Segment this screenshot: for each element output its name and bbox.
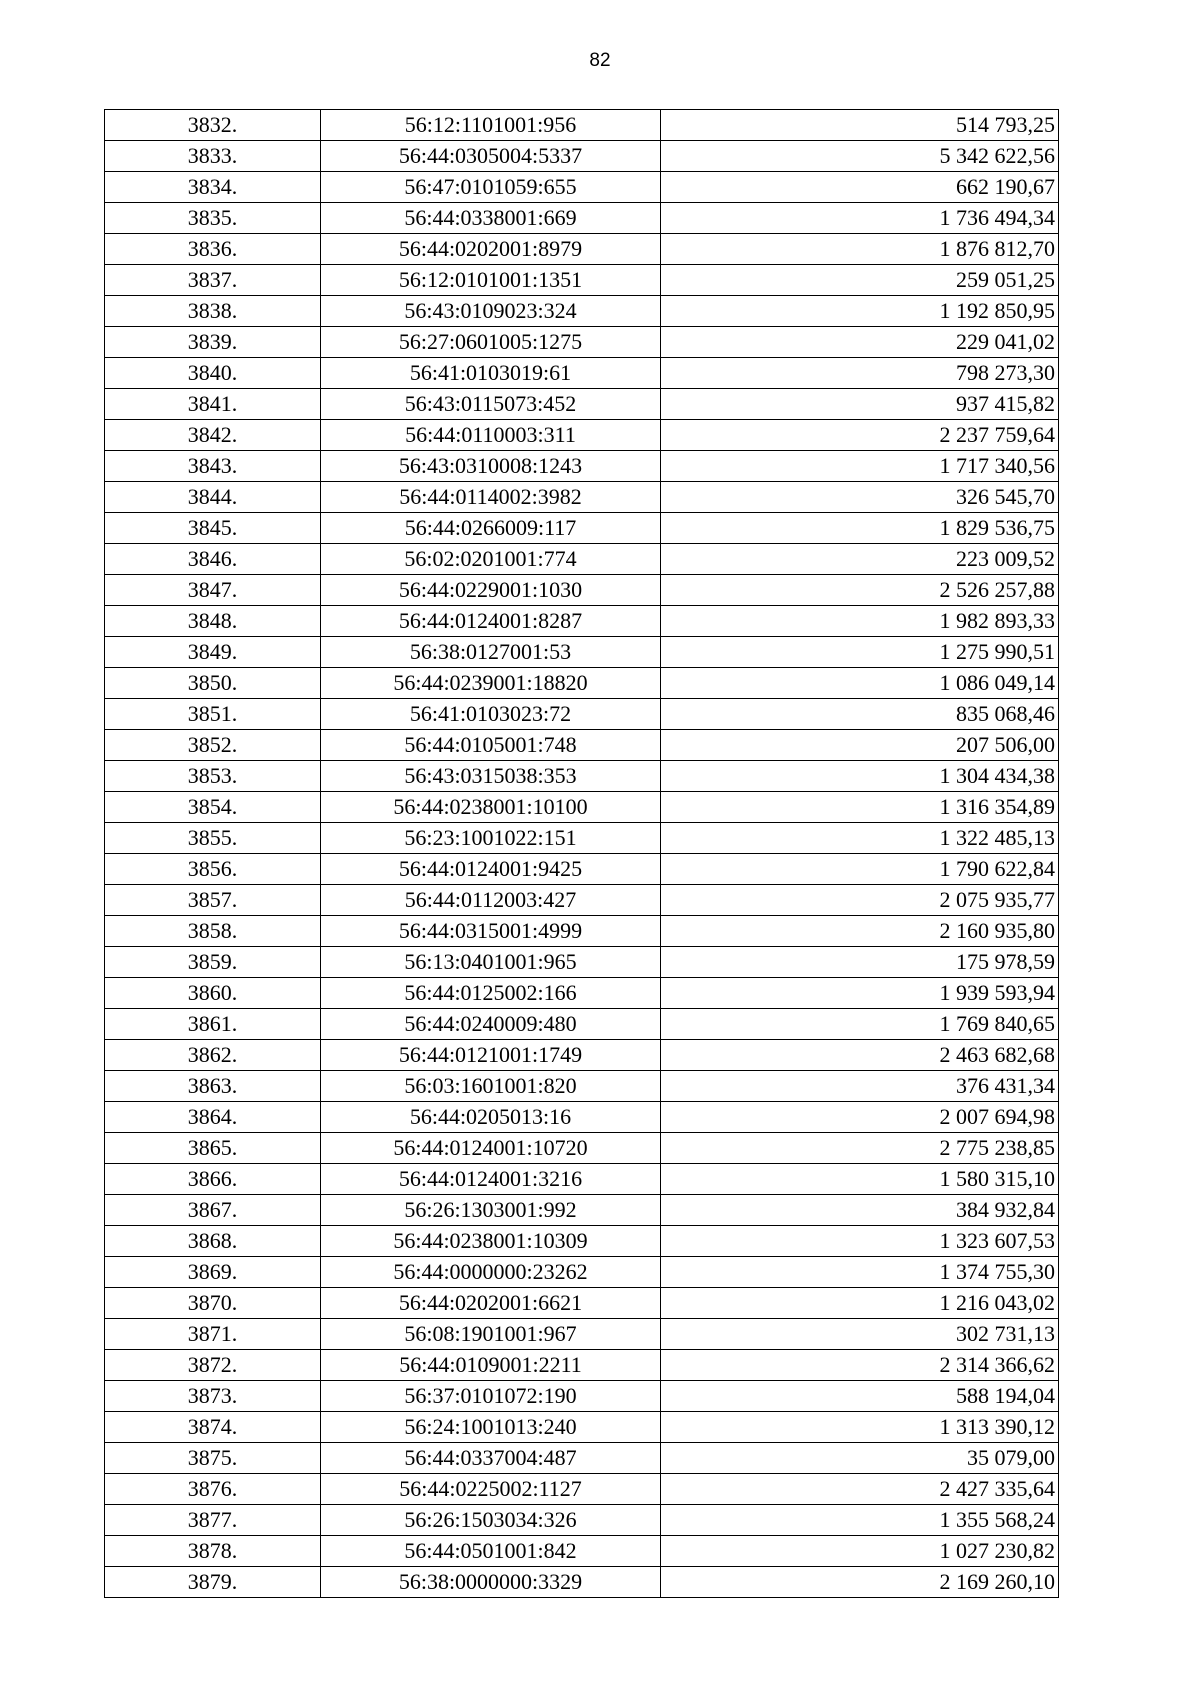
cadastral-number-cell: 56:43:0315038:353 <box>321 761 661 792</box>
cadastral-number-cell: 56:44:0124001:3216 <box>321 1164 661 1195</box>
row-number-cell: 3862. <box>105 1040 321 1071</box>
table-row <box>105 1319 1059 1350</box>
table-row <box>105 606 1059 637</box>
cadastral-number-cell: 56:44:0205013:16 <box>321 1102 661 1133</box>
cadastral-number-cell: 56:44:0225002:1127 <box>321 1474 661 1505</box>
row-number-cell: 3867. <box>105 1195 321 1226</box>
row-number-cell: 3838. <box>105 296 321 327</box>
table-row <box>105 1071 1059 1102</box>
table-row <box>105 544 1059 575</box>
row-number-cell: 3858. <box>105 916 321 947</box>
cadastral-value-cell: 1 790 622,84 <box>661 854 1059 885</box>
cadastral-number-cell: 56:37:0101072:190 <box>321 1381 661 1412</box>
cadastral-value-cell: 1 876 812,70 <box>661 234 1059 265</box>
cadastral-value-cell: 2 169 260,10 <box>661 1567 1059 1598</box>
cadastral-number-cell: 56:38:0127001:53 <box>321 637 661 668</box>
table-row <box>105 327 1059 358</box>
table-row <box>105 854 1059 885</box>
table-row <box>105 265 1059 296</box>
cadastral-number-cell: 56:44:0202001:6621 <box>321 1288 661 1319</box>
row-number-cell: 3852. <box>105 730 321 761</box>
row-number-cell: 3877. <box>105 1505 321 1536</box>
table-row <box>105 916 1059 947</box>
cadastral-value-cell: 1 275 990,51 <box>661 637 1059 668</box>
cadastral-number-cell: 56:26:1303001:992 <box>321 1195 661 1226</box>
cadastral-value-cell: 1 736 494,34 <box>661 203 1059 234</box>
cadastral-number-cell: 56:47:0101059:655 <box>321 172 661 203</box>
table-row <box>105 947 1059 978</box>
cadastral-value-cell: 1 304 434,38 <box>661 761 1059 792</box>
row-number-cell: 3860. <box>105 978 321 1009</box>
table-row <box>105 1164 1059 1195</box>
table-row <box>105 389 1059 420</box>
row-number-cell: 3864. <box>105 1102 321 1133</box>
cadastral-number-cell: 56:44:0240009:480 <box>321 1009 661 1040</box>
table-row <box>105 730 1059 761</box>
row-number-cell: 3878. <box>105 1536 321 1567</box>
cadastral-value-cell: 588 194,04 <box>661 1381 1059 1412</box>
cadastral-number-cell: 56:43:0310008:1243 <box>321 451 661 482</box>
cadastral-value-cell: 326 545,70 <box>661 482 1059 513</box>
row-number-cell: 3876. <box>105 1474 321 1505</box>
row-number-cell: 3834. <box>105 172 321 203</box>
row-number-cell: 3863. <box>105 1071 321 1102</box>
row-number-cell: 3870. <box>105 1288 321 1319</box>
row-number-cell: 3866. <box>105 1164 321 1195</box>
row-number-cell: 3839. <box>105 327 321 358</box>
cadastral-number-cell: 56:03:1601001:820 <box>321 1071 661 1102</box>
table-row <box>105 575 1059 606</box>
table-row <box>105 792 1059 823</box>
row-number-cell: 3849. <box>105 637 321 668</box>
row-number-cell: 3874. <box>105 1412 321 1443</box>
cadastral-value-cell: 937 415,82 <box>661 389 1059 420</box>
cadastral-value-cell: 1 769 840,65 <box>661 1009 1059 1040</box>
cadastral-value-cell: 1 216 043,02 <box>661 1288 1059 1319</box>
cadastral-number-cell: 56:23:1001022:151 <box>321 823 661 854</box>
cadastral-value-cell: 175 978,59 <box>661 947 1059 978</box>
table-row <box>105 1288 1059 1319</box>
cadastral-number-cell: 56:44:0238001:10100 <box>321 792 661 823</box>
cadastral-number-cell: 56:44:0000000:23262 <box>321 1257 661 1288</box>
cadastral-value-cell: 798 273,30 <box>661 358 1059 389</box>
cadastral-number-cell: 56:41:0103019:61 <box>321 358 661 389</box>
cadastral-number-cell: 56:44:0105001:748 <box>321 730 661 761</box>
cadastral-value-cell: 2 526 257,88 <box>661 575 1059 606</box>
cadastral-value-cell: 2 160 935,80 <box>661 916 1059 947</box>
cadastral-value-cell: 5 342 622,56 <box>661 141 1059 172</box>
cadastral-value-cell: 662 190,67 <box>661 172 1059 203</box>
cadastral-value-cell: 1 580 315,10 <box>661 1164 1059 1195</box>
table-row <box>105 885 1059 916</box>
cadastral-number-cell: 56:44:0501001:842 <box>321 1536 661 1567</box>
page-number: 82 <box>589 50 611 71</box>
cadastral-value-cell: 1 829 536,75 <box>661 513 1059 544</box>
cadastral-number-cell: 56:43:0115073:452 <box>321 389 661 420</box>
row-number-cell: 3875. <box>105 1443 321 1474</box>
row-number-cell: 3879. <box>105 1567 321 1598</box>
row-number-cell: 3837. <box>105 265 321 296</box>
cadastral-number-cell: 56:44:0124001:8287 <box>321 606 661 637</box>
cadastral-value-cell: 1 192 850,95 <box>661 296 1059 327</box>
cadastral-value-cell: 259 051,25 <box>661 265 1059 296</box>
row-number-cell: 3857. <box>105 885 321 916</box>
cadastral-number-cell: 56:44:0266009:117 <box>321 513 661 544</box>
cadastral-number-cell: 56:44:0229001:1030 <box>321 575 661 606</box>
table-row <box>105 172 1059 203</box>
cadastral-number-cell: 56:44:0125002:166 <box>321 978 661 1009</box>
cadastral-value-cell: 376 431,34 <box>661 1071 1059 1102</box>
table-row <box>105 1412 1059 1443</box>
table-row <box>105 1505 1059 1536</box>
cadastral-number-cell: 56:26:1503034:326 <box>321 1505 661 1536</box>
cadastral-value-cell: 1 939 593,94 <box>661 978 1059 1009</box>
cadastral-value-cell: 223 009,52 <box>661 544 1059 575</box>
table-row <box>105 482 1059 513</box>
cadastral-value-cell: 1 717 340,56 <box>661 451 1059 482</box>
row-number-cell: 3840. <box>105 358 321 389</box>
cadastral-value-cell: 1 374 755,30 <box>661 1257 1059 1288</box>
cadastral-value-cell: 1 982 893,33 <box>661 606 1059 637</box>
row-number-cell: 3841. <box>105 389 321 420</box>
cadastral-value-cell: 514 793,25 <box>661 110 1059 141</box>
cadastral-value-cell: 1 323 607,53 <box>661 1226 1059 1257</box>
cadastral-number-cell: 56:44:0112003:427 <box>321 885 661 916</box>
row-number-cell: 3850. <box>105 668 321 699</box>
cadastral-value-cell: 2 427 335,64 <box>661 1474 1059 1505</box>
cadastral-number-cell: 56:44:0121001:1749 <box>321 1040 661 1071</box>
table-row <box>105 637 1059 668</box>
row-number-cell: 3847. <box>105 575 321 606</box>
table-row <box>105 1133 1059 1164</box>
cadastral-number-cell: 56:44:0337004:487 <box>321 1443 661 1474</box>
row-number-cell: 3871. <box>105 1319 321 1350</box>
cadastral-number-cell: 56:24:1001013:240 <box>321 1412 661 1443</box>
cadastral-value-cell: 1 316 354,89 <box>661 792 1059 823</box>
cadastral-value-cell: 1 027 230,82 <box>661 1536 1059 1567</box>
table-row <box>105 1443 1059 1474</box>
row-number-cell: 3848. <box>105 606 321 637</box>
cadastral-number-cell: 56:44:0124001:10720 <box>321 1133 661 1164</box>
table-row <box>105 823 1059 854</box>
row-number-cell: 3832. <box>105 110 321 141</box>
cadastral-number-cell: 56:44:0114002:3982 <box>321 482 661 513</box>
table-row <box>105 358 1059 389</box>
cadastral-value-cell: 1 086 049,14 <box>661 668 1059 699</box>
table-row <box>105 1474 1059 1505</box>
row-number-cell: 3836. <box>105 234 321 265</box>
table-row <box>105 1040 1059 1071</box>
cadastral-number-cell: 56:44:0110003:311 <box>321 420 661 451</box>
table-row <box>105 296 1059 327</box>
cadastral-value-cell: 2 775 238,85 <box>661 1133 1059 1164</box>
table-row <box>105 1195 1059 1226</box>
table-row <box>105 110 1059 141</box>
row-number-cell: 3845. <box>105 513 321 544</box>
cadastral-value-cell: 229 041,02 <box>661 327 1059 358</box>
row-number-cell: 3861. <box>105 1009 321 1040</box>
table-row <box>105 1257 1059 1288</box>
cadastral-number-cell: 56:44:0124001:9425 <box>321 854 661 885</box>
row-number-cell: 3869. <box>105 1257 321 1288</box>
cadastral-number-cell: 56:44:0239001:18820 <box>321 668 661 699</box>
cadastral-number-cell: 56:27:0601005:1275 <box>321 327 661 358</box>
table-row <box>105 1536 1059 1567</box>
cadastral-number-cell: 56:44:0338001:669 <box>321 203 661 234</box>
cadastral-value-cell: 35 079,00 <box>661 1443 1059 1474</box>
row-number-cell: 3835. <box>105 203 321 234</box>
table-row <box>105 1102 1059 1133</box>
cadastral-value-cell: 384 932,84 <box>661 1195 1059 1226</box>
cadastral-number-cell: 56:08:1901001:967 <box>321 1319 661 1350</box>
cadastral-number-cell: 56:13:0401001:965 <box>321 947 661 978</box>
cadastral-number-cell: 56:44:0305004:5337 <box>321 141 661 172</box>
row-number-cell: 3843. <box>105 451 321 482</box>
table-row <box>105 1009 1059 1040</box>
cadastral-number-cell: 56:12:0101001:1351 <box>321 265 661 296</box>
cadastral-number-cell: 56:44:0202001:8979 <box>321 234 661 265</box>
table-row <box>105 1226 1059 1257</box>
cadastral-value-cell: 207 506,00 <box>661 730 1059 761</box>
row-number-cell: 3854. <box>105 792 321 823</box>
row-number-cell: 3868. <box>105 1226 321 1257</box>
row-number-cell: 3873. <box>105 1381 321 1412</box>
row-number-cell: 3842. <box>105 420 321 451</box>
cadastral-value-cell: 2 007 694,98 <box>661 1102 1059 1133</box>
cadastral-value-cell: 302 731,13 <box>661 1319 1059 1350</box>
table-row <box>105 978 1059 1009</box>
cadastral-value-cell: 2 463 682,68 <box>661 1040 1059 1071</box>
row-number-cell: 3865. <box>105 1133 321 1164</box>
cadastral-value-cell: 1 322 485,13 <box>661 823 1059 854</box>
row-number-cell: 3844. <box>105 482 321 513</box>
row-number-cell: 3846. <box>105 544 321 575</box>
row-number-cell: 3833. <box>105 141 321 172</box>
table-row <box>105 513 1059 544</box>
table-row <box>105 1350 1059 1381</box>
row-number-cell: 3851. <box>105 699 321 730</box>
table-body <box>105 110 1059 1598</box>
row-number-cell: 3856. <box>105 854 321 885</box>
row-number-cell: 3855. <box>105 823 321 854</box>
cadastral-value-cell: 2 314 366,62 <box>661 1350 1059 1381</box>
cadastral-value-cell: 2 237 759,64 <box>661 420 1059 451</box>
table-row <box>105 1567 1059 1598</box>
cadastral-number-cell: 56:12:1101001:956 <box>321 110 661 141</box>
cadastral-number-cell: 56:43:0109023:324 <box>321 296 661 327</box>
table-row <box>105 234 1059 265</box>
table-row <box>105 699 1059 730</box>
row-number-cell: 3853. <box>105 761 321 792</box>
cadastral-value-cell: 2 075 935,77 <box>661 885 1059 916</box>
row-number-cell: 3859. <box>105 947 321 978</box>
cadastral-value-cell: 1 313 390,12 <box>661 1412 1059 1443</box>
table-row <box>105 203 1059 234</box>
row-number-cell: 3872. <box>105 1350 321 1381</box>
cadastral-number-cell: 56:41:0103023:72 <box>321 699 661 730</box>
cadastral-value-table <box>104 109 1059 1598</box>
table-row <box>105 420 1059 451</box>
cadastral-value-cell: 835 068,46 <box>661 699 1059 730</box>
table-row <box>105 141 1059 172</box>
table-row <box>105 451 1059 482</box>
cadastral-number-cell: 56:44:0109001:2211 <box>321 1350 661 1381</box>
cadastral-number-cell: 56:38:0000000:3329 <box>321 1567 661 1598</box>
cadastral-number-cell: 56:44:0315001:4999 <box>321 916 661 947</box>
table-row <box>105 668 1059 699</box>
table-row <box>105 761 1059 792</box>
cadastral-number-cell: 56:44:0238001:10309 <box>321 1226 661 1257</box>
cadastral-number-cell: 56:02:0201001:774 <box>321 544 661 575</box>
table-row <box>105 1381 1059 1412</box>
cadastral-value-cell: 1 355 568,24 <box>661 1505 1059 1536</box>
